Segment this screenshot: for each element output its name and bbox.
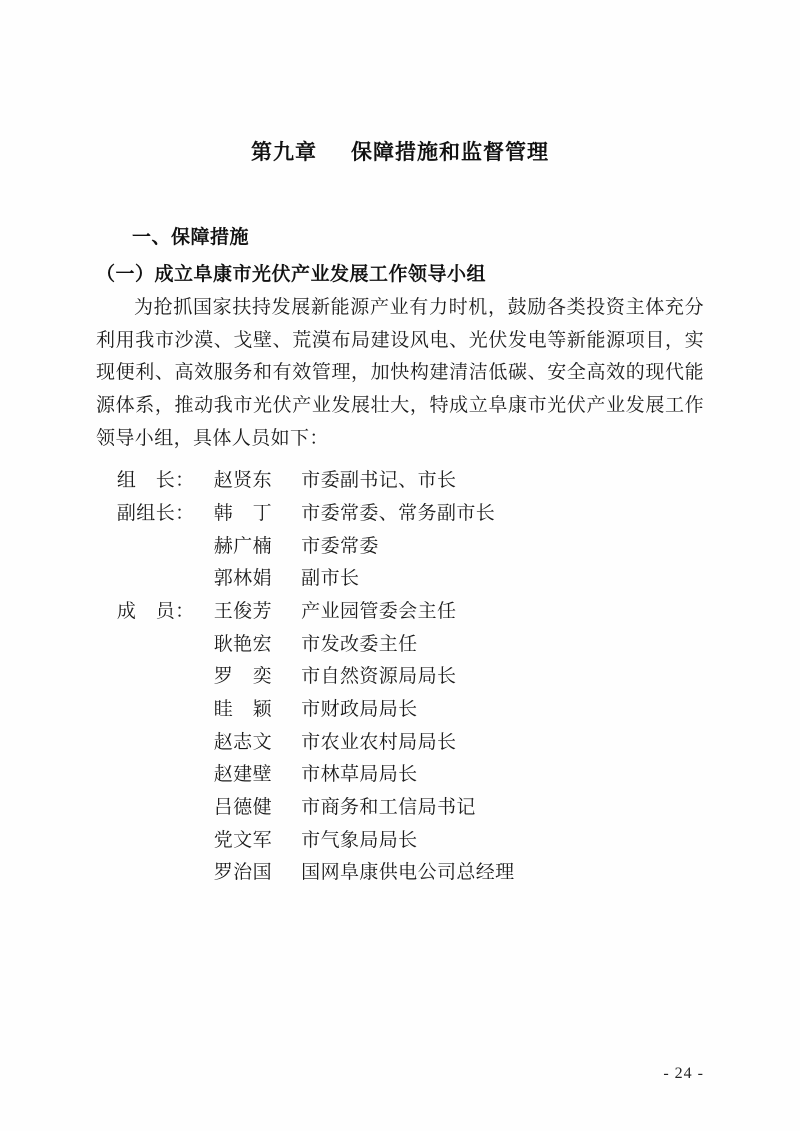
roster-post: 市委常委、常务副市长 [301, 503, 496, 525]
roster-name: 罗治国 [213, 862, 272, 884]
roster-post: 市发改委主任 [301, 633, 418, 655]
roster-name: 郭林娟 [213, 568, 272, 590]
chapter-title [96, 136, 704, 166]
roster-post: 市委副书记、市长 [301, 470, 457, 492]
page-number: - 24 - [663, 1065, 704, 1082]
roster-name: 吕德健 [213, 797, 272, 819]
roster-role: 组 长： [116, 470, 195, 492]
roster-row [96, 563, 704, 596]
roster-post: 市气象局局长 [301, 829, 418, 851]
roster-post: 市林草局局长 [301, 764, 418, 786]
roster-name: 耿艳宏 [213, 633, 272, 655]
section-heading: 一、保障措施 [132, 227, 250, 248]
roster-post: 产业园管委会主任 [301, 601, 457, 623]
roster-row [96, 694, 704, 727]
roster-name: 韩 丁 [213, 503, 272, 525]
roster-post: 市自然资源局局长 [301, 666, 457, 688]
subsection-heading: （一）成立阜康市光伏产业发展工作领导小组 [96, 264, 487, 285]
roster-row [96, 759, 704, 792]
body-paragraph: 为抢抓国家扶持发展新能源产业有力时机，鼓励各类投资主体充分利用我市沙漠、戈壁、荒漠布局建设风电、光伏发电等新能源项目，实现便利、高效服务和有效管理，加快构建清洁低碳、安全高效的现代能源体系，推动我市光伏产业发展壮大，特成立阜康市光伏产业发展工作领导小组，具体人员如下： [96, 297, 704, 449]
roster-post: 国网阜康供电公司总经理 [301, 862, 515, 884]
leadership-roster [96, 465, 704, 890]
roster-role: 成 员： [116, 601, 195, 623]
roster-row [96, 465, 704, 498]
roster-row [96, 629, 704, 662]
roster-name: 赵志文 [213, 731, 272, 753]
roster-name: 罗 奕 [213, 666, 272, 688]
roster-name: 赵建壁 [213, 764, 272, 786]
roster-row [96, 792, 704, 825]
roster-name: 赵贤东 [213, 470, 272, 492]
chapter-label: 第九章 [251, 140, 317, 164]
roster-row [96, 727, 704, 760]
roster-role: 副组长： [116, 503, 195, 525]
roster-name: 眭 颖 [213, 699, 272, 721]
roster-name: 王俊芳 [213, 601, 272, 623]
roster-row [96, 498, 704, 531]
roster-post: 市委常委 [301, 535, 379, 557]
chapter-title-text: 保障措施和监督管理 [351, 140, 549, 164]
roster-post: 市商务和工信局书记 [301, 797, 476, 819]
roster-row [96, 825, 704, 858]
roster-post: 市农业农村局局长 [301, 731, 457, 753]
roster-row [96, 661, 704, 694]
roster-name: 赫广楠 [213, 535, 272, 557]
roster-row [96, 857, 704, 890]
roster-post: 副市长 [301, 568, 360, 590]
roster-row [96, 596, 704, 629]
roster-name: 党文军 [213, 829, 272, 851]
roster-post: 市财政局局长 [301, 699, 418, 721]
roster-row [96, 531, 704, 564]
